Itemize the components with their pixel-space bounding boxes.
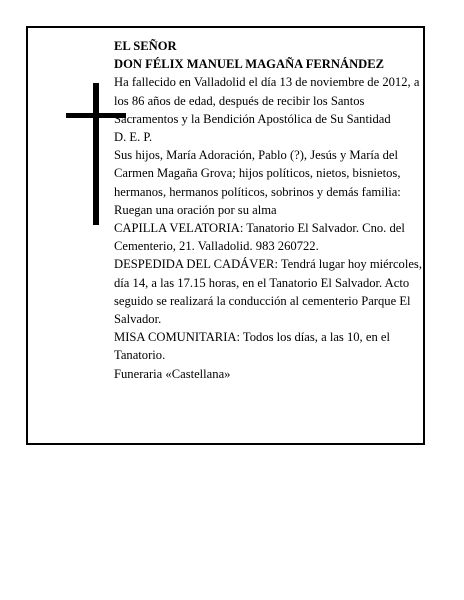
obituary-text [114, 37, 422, 383]
obituary-title: EL SEÑOR [114, 39, 177, 53]
prayer-request: Ruegan una oración por su alma [114, 202, 277, 217]
death-notice: Ha fallecido en Valladolid el día 13 de noviembre de 2012, a los 86 años de edad, después de recibir los Santos Sacramentos y la Bendición Apostólica de Su Santidad [114, 75, 420, 126]
mass-info: MISA COMUNITARIA: Todos los días, a las 10, en el Tanatorio. [114, 330, 390, 363]
rip-abbreviation: D. E. P. [114, 130, 153, 145]
deceased-name: DON FÉLIX MANUEL MAGAÑA FERNÁNDEZ [114, 57, 385, 72]
chapel-info: CAPILLA VELATORIA: Tanatorio El Salvador. Cno. del Cementerio, 21. Valladolid. 983 260722. [114, 221, 405, 254]
family-list: Sus hijos, María Adoración, Pablo (?), Jesús y María del Carmen Magaña Grova; hijos políticos, nietos, bisnietos, hermanos, hermanos políticos, sobrinos y demás familia: [114, 148, 401, 199]
funeral-home: Funeraria «Castellana» [114, 366, 231, 381]
farewell-info: DESPEDIDA DEL CADÁVER: Tendrá lugar hoy miércoles, día 14, a las 17.15 horas, en el Tanatorio El Salvador. Acto seguido se realizará la conducción al cementerio Parque El Salvador. [114, 257, 422, 327]
cross-vertical-bar [93, 83, 99, 225]
